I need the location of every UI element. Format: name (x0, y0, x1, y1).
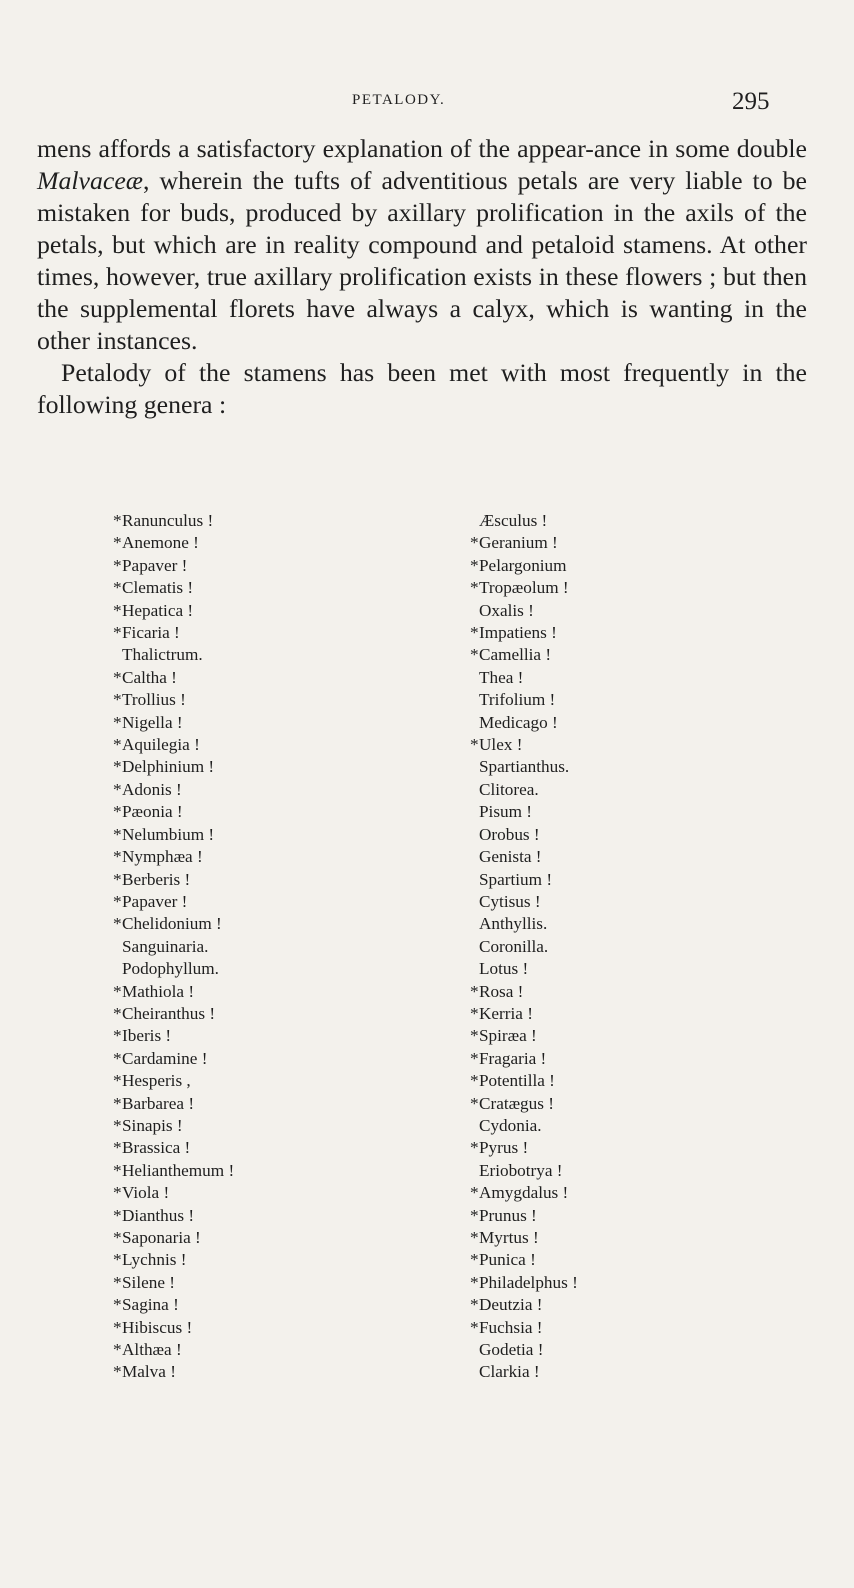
genus-item (113, 510, 234, 532)
genus-name: Fragaria ! (479, 1048, 547, 1068)
genus-item (470, 712, 578, 734)
genus-mark: * (470, 1317, 479, 1337)
genus-item (113, 1272, 234, 1294)
genus-item (470, 958, 578, 980)
genus-item (470, 1317, 578, 1339)
genus-mark: * (470, 1183, 479, 1203)
genus-name: Potentilla ! (479, 1071, 555, 1091)
genus-name: Philadelphus ! (479, 1272, 578, 1292)
genus-item (470, 644, 578, 666)
genus-item (113, 1160, 234, 1182)
genus-name: Hepatica ! (122, 600, 194, 620)
genus-item (113, 824, 234, 846)
genus-name: Anemone ! (122, 533, 199, 553)
genus-item (470, 1070, 578, 1092)
genus-mark: * (113, 1003, 122, 1023)
genus-mark: * (113, 869, 122, 889)
genus-item (113, 1025, 234, 1047)
genus-mark: * (113, 891, 122, 911)
genus-mark: * (470, 1093, 479, 1113)
genus-name: Spartium ! (479, 869, 553, 889)
genus-item (470, 1115, 578, 1137)
genus-item (470, 689, 578, 711)
genus-mark: * (113, 1093, 122, 1113)
genus-name: Saponaria ! (122, 1228, 201, 1247)
genus-item (113, 1294, 234, 1316)
genus-name: Geranium ! (479, 533, 558, 553)
genus-item (470, 1182, 578, 1204)
genus-item (470, 936, 578, 958)
genus-item (113, 891, 234, 913)
page-header (0, 88, 854, 118)
genus-name: Dianthus ! (122, 1205, 195, 1225)
genus-item (470, 1272, 578, 1294)
genus-mark: * (113, 578, 122, 598)
genus-mark: * (470, 735, 479, 755)
genus-mark: * (113, 1048, 122, 1068)
genus-item (470, 622, 578, 644)
paragraph-1: mens affords a satisfactory explanation of the appear-ance in some double Malvaceæ, wherein the tufts of adventitious petals are very liable to be mistaken for buds, produced by axillary prolification in the axils of the petals, but which are in reality compound and petaloid stamens. At other times, however, true axillary prolification exists in these flowers ; but then the supplemental florets have always a calyx, which is wanting in the other instances. (37, 134, 807, 355)
genus-mark: * (470, 645, 479, 665)
genus-item (470, 981, 578, 1003)
genus-name: Iberis ! (122, 1026, 172, 1046)
genus-item (113, 667, 234, 689)
genus-mark: * (113, 667, 122, 687)
genus-item (470, 846, 578, 868)
genus-name: Genista ! (479, 847, 542, 867)
genus-mark: * (470, 1205, 479, 1225)
genus-mark: * (470, 578, 479, 598)
genus-name: Trollius ! (122, 690, 186, 710)
genus-item (113, 532, 234, 554)
genus-item (470, 869, 578, 891)
genus-mark: * (470, 1295, 479, 1315)
genus-mark: * (113, 914, 122, 934)
genus-item (113, 1361, 234, 1383)
genus-mark: * (470, 1026, 479, 1046)
genus-name: Camellia ! (479, 645, 552, 665)
genus-item (113, 981, 234, 1003)
genus-item (113, 1339, 234, 1361)
genus-item (113, 555, 234, 577)
genus-item (113, 869, 234, 891)
genus-item (113, 1070, 234, 1092)
genus-item (470, 734, 578, 756)
genus-name: Deutzia ! (479, 1295, 543, 1315)
genus-name: Berberis ! (122, 869, 191, 889)
genus-name: Thea ! (479, 667, 524, 687)
genus-mark: * (470, 981, 479, 1001)
genus-name: Barbarea ! (122, 1093, 195, 1113)
genus-item (113, 756, 234, 778)
genus-name: Brassica ! (122, 1138, 191, 1158)
genus-name: Ulex ! (479, 735, 523, 755)
genus-name: Hesperis , (122, 1071, 191, 1091)
genus-name: Myrtus ! (479, 1228, 539, 1247)
genus-item (113, 622, 234, 644)
genus-mark: * (113, 1138, 122, 1158)
genus-item (470, 577, 578, 599)
genus-name: Sanguinaria. (122, 936, 209, 956)
genus-name: Pisum ! (479, 802, 533, 822)
genus-name: Ranunculus ! (122, 511, 214, 530)
genus-name: Papaver ! (122, 891, 188, 911)
genus-item (470, 1048, 578, 1070)
genus-name: Thalictrum. (122, 645, 203, 665)
genus-name: Medicago ! (479, 712, 558, 732)
genus-mark: * (113, 1295, 122, 1315)
genus-name: Nelumbium ! (122, 824, 215, 844)
genus-name: Sinapis ! (122, 1115, 183, 1135)
body-text (37, 133, 807, 421)
genus-item (470, 824, 578, 846)
genus-item (470, 1003, 578, 1025)
genus-item (113, 958, 234, 980)
genus-mark: * (470, 1250, 479, 1270)
genus-name: Papaver ! (122, 555, 188, 575)
genus-item (113, 1205, 234, 1227)
genus-name: Clematis ! (122, 578, 194, 598)
genus-mark: * (113, 1250, 122, 1270)
genus-name: Spiræa ! (479, 1026, 537, 1046)
genus-mark: * (113, 1340, 122, 1360)
genus-item (470, 667, 578, 689)
genus-name: Pyrus ! (479, 1138, 529, 1158)
genus-mark: * (113, 1317, 122, 1337)
genus-mark: * (113, 1228, 122, 1247)
genus-item (470, 913, 578, 935)
genus-name: Malva ! (122, 1362, 176, 1382)
genus-item (113, 801, 234, 823)
genus-name: Pelargonium (479, 555, 567, 575)
genus-name: Chelidonium ! (122, 914, 222, 934)
genus-mark: * (113, 1160, 122, 1180)
genus-name: Eriobotrya ! (479, 1160, 563, 1180)
genus-name: Fuchsia ! (479, 1317, 543, 1337)
genus-name: Helianthemum ! (122, 1160, 235, 1180)
genus-name: Ficaria ! (122, 623, 180, 643)
genera-column-left (113, 510, 234, 1384)
genus-mark: * (470, 1228, 479, 1247)
genus-item (470, 532, 578, 554)
genus-mark: * (113, 735, 122, 755)
genus-item (470, 891, 578, 913)
genus-mark: * (113, 1272, 122, 1292)
genus-item (470, 1249, 578, 1271)
genus-item (470, 1227, 578, 1249)
genus-mark: * (470, 1003, 479, 1023)
genus-mark: * (113, 712, 122, 732)
genus-item (470, 1361, 578, 1383)
genus-mark: * (113, 1205, 122, 1225)
genus-item (470, 1137, 578, 1159)
genus-name: Kerria ! (479, 1003, 533, 1023)
genus-name: Orobus ! (479, 824, 540, 844)
genus-mark: * (113, 1115, 122, 1135)
genus-item (470, 1294, 578, 1316)
genus-mark: * (113, 623, 122, 643)
genus-name: Oxalis ! (479, 600, 534, 620)
genus-mark: * (470, 1138, 479, 1158)
genus-mark: * (470, 623, 479, 643)
genus-name: Adonis ! (122, 779, 182, 799)
genus-mark: * (113, 779, 122, 799)
genus-item (470, 779, 578, 801)
genus-item (113, 1137, 234, 1159)
page-number: 295 (732, 88, 770, 115)
genus-item (113, 1317, 234, 1339)
genus-item (113, 1093, 234, 1115)
genus-mark: * (470, 1071, 479, 1091)
genus-mark: * (113, 824, 122, 844)
genus-mark: * (113, 1026, 122, 1046)
genus-mark: * (113, 533, 122, 553)
genus-name: Hibiscus ! (122, 1317, 193, 1337)
genus-mark: * (113, 690, 122, 710)
genus-mark: * (113, 981, 122, 1001)
genus-item (113, 644, 234, 666)
genus-name: Nigella ! (122, 712, 183, 732)
genus-item (113, 846, 234, 868)
genus-item (470, 1339, 578, 1361)
genus-name: Podophyllum. (122, 959, 219, 979)
genus-name: Cardamine ! (122, 1048, 208, 1068)
genus-item (113, 712, 234, 734)
genus-mark: * (113, 1071, 122, 1091)
genus-name: Aquilegia ! (122, 735, 200, 755)
genus-name: Lychnis ! (122, 1250, 187, 1270)
genus-item (470, 1160, 578, 1182)
genus-name: Impatiens ! (479, 623, 557, 643)
genus-name: Æsculus ! (479, 511, 548, 530)
genus-mark: * (113, 802, 122, 822)
genus-name: Spartianthus. (479, 757, 570, 777)
running-head: PETALODY. (352, 92, 446, 108)
genus-name: Tropæolum ! (479, 578, 569, 598)
genus-mark: * (470, 533, 479, 553)
genus-item (113, 577, 234, 599)
genus-name: Punica ! (479, 1250, 536, 1270)
genus-name: Lotus ! (479, 959, 529, 979)
genus-item (113, 1003, 234, 1025)
genus-mark: * (113, 555, 122, 575)
genus-item (113, 734, 234, 756)
genus-name: Cheiranthus ! (122, 1003, 216, 1023)
genus-name: Coronilla. (479, 936, 549, 956)
genus-name: Viola ! (122, 1183, 170, 1203)
genus-name: Cytisus ! (479, 891, 541, 911)
genus-name: Delphinium ! (122, 757, 215, 777)
genus-name: Althæa ! (122, 1340, 182, 1360)
genus-name: Anthyllis. (479, 914, 548, 934)
italic-term: Malvaceæ (37, 166, 144, 195)
genus-item (470, 1093, 578, 1115)
paragraph-2: Petalody of the stamens has been met with most frequently in the following genera : (37, 358, 807, 419)
genus-name: Rosa ! (479, 981, 524, 1001)
genus-name: Clarkia ! (479, 1362, 540, 1382)
genus-mark: * (470, 1272, 479, 1292)
genus-mark: * (470, 1048, 479, 1068)
genus-item (113, 779, 234, 801)
genus-name: Nymphæa ! (122, 847, 203, 867)
genus-item (113, 689, 234, 711)
genus-name: Godetia ! (479, 1340, 544, 1360)
genus-item (113, 600, 234, 622)
genus-item (113, 1227, 234, 1249)
genus-item (113, 1249, 234, 1271)
genus-item (470, 1025, 578, 1047)
genus-name: Clitorea. (479, 779, 539, 799)
genus-item (113, 1048, 234, 1070)
genus-item (470, 1205, 578, 1227)
genus-item (470, 510, 578, 532)
genus-mark: * (113, 847, 122, 867)
genus-mark: * (113, 600, 122, 620)
genus-item (113, 1182, 234, 1204)
genus-mark: * (113, 1183, 122, 1203)
genus-mark: * (470, 555, 479, 575)
genus-item (113, 1115, 234, 1137)
genus-name: Cratægus ! (479, 1093, 554, 1113)
genus-mark: * (113, 511, 122, 530)
genus-name: Caltha ! (122, 667, 177, 687)
genus-item (470, 801, 578, 823)
genus-item (470, 600, 578, 622)
genus-item (113, 936, 234, 958)
genus-name: Prunus ! (479, 1205, 537, 1225)
genus-name: Amygdalus ! (479, 1183, 569, 1203)
genus-name: Silene ! (122, 1272, 175, 1292)
genus-name: Mathiola ! (122, 981, 195, 1001)
genus-name: Sagina ! (122, 1295, 179, 1315)
genus-name: Pæonia ! (122, 802, 183, 822)
genera-column-right (470, 510, 578, 1384)
genus-item (470, 555, 578, 577)
genus-mark: * (113, 757, 122, 777)
genus-item (470, 756, 578, 778)
genus-name: Trifolium ! (479, 690, 556, 710)
genus-name: Cydonia. (479, 1115, 542, 1135)
genus-mark: * (113, 1362, 122, 1382)
genus-item (113, 913, 234, 935)
